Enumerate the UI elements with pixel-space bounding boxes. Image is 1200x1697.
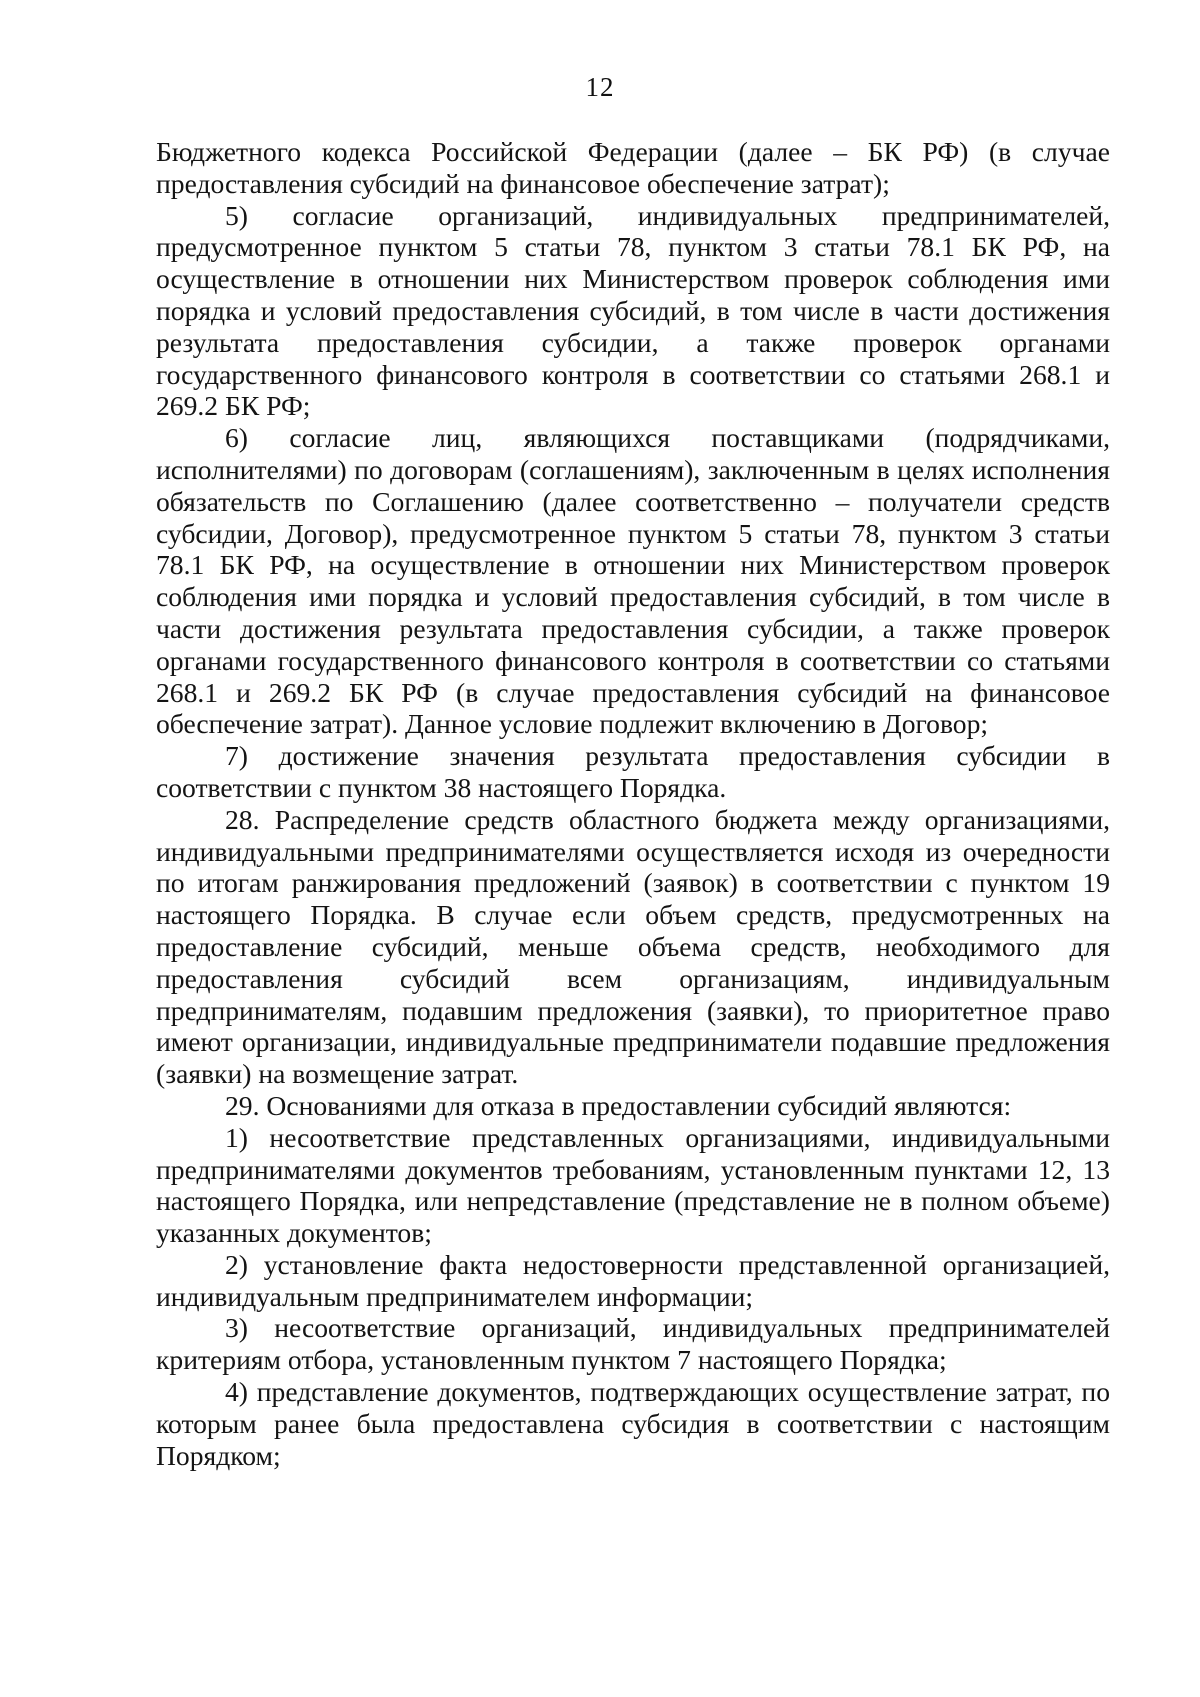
paragraph-item-7: 7) достижение значения результата предоставления субсидии в соответствии с пунктом 38 настоящего Порядка. xyxy=(156,740,1110,803)
paragraph-refusal-4: 4) представление документов, подтверждающих осуществление затрат, по которым ранее была предоставлена субсидия в соответствии с настоящим Порядком; xyxy=(156,1376,1110,1471)
page-number: 12 xyxy=(585,72,615,102)
paragraph-section-29: 29. Основаниями для отказа в предоставлении субсидий являются: xyxy=(225,1089,1012,1121)
paragraph-section-28: 28. Распределение средств областного бюджета между организациями, индивидуальными предпринимателями осуществляется исходя из очередности по итогам ранжирования предложений (заявок) в соответствии с пунктом 19 настоящего Порядка. В случае если объем средств, предусмотренных на предоставление субсидий, меньше объема средств, необходимого для предоставления субсидий всем организациям, индивидуальным предпринимателям, подавшим предложения (заявки), то приоритетное право имеют организации, индивидуальные предприниматели подавшие предложения (заявки) на возмещение затрат. xyxy=(156,803,1110,1090)
paragraph-continuation: Бюджетного кодекса Российской Федерации (далее – БК РФ) (в случае предоставления субсидий на финансовое обеспечение затрат); xyxy=(156,136,1110,199)
paragraph-item-5: 5) согласие организаций, индивидуальных предпринимателей, предусмотренное пунктом 5 статьи 78, пунктом 3 статьи 78.1 БК РФ, на осуществление в отношении них Министерством проверок соблюдения ими порядка и условий предоставления субсидий, в том числе в части достижения результата предоставления субсидии, а также проверок органами государственного финансового контроля в соответствии со статьями 268.1 и 269.2 БК РФ; xyxy=(156,199,1110,422)
paragraph-refusal-1: 1) несоответствие представленных организациями, индивидуальными предпринимателями документов требованиям, установленным пунктами 12, 13 настоящего Порядка, или непредставление (представление не в полном объеме) указанных документов; xyxy=(156,1121,1110,1249)
paragraph-refusal-3: 3) несоответствие организаций, индивидуальных предпринимателей критериям отбора, установленным пунктом 7 настоящего Порядка; xyxy=(156,1312,1110,1376)
document-body xyxy=(156,136,1110,1471)
paragraph-refusal-2: 2) установление факта недостоверности представленной организацией, индивидуальным предпринимателем информации; xyxy=(156,1248,1110,1312)
paragraph-item-6: 6) согласие лиц, являющихся поставщиками (подрядчиками, исполнителями) по договорам (соглашениям), заключенным в целях исполнения обязательств по Соглашению (далее соответственно – получатели средств субсидии, Договор), предусмотренное пунктом 5 статьи 78, пунктом 3 статьи 78.1 БК РФ, на осуществление в отношении них Министерством проверок соблюдения ими порядка и условий предоставления субсидий, в том числе в части достижения результата предоставления субсидии, а также проверок органами государственного финансового контроля в соответствии со статьями 268.1 и 269.2 БК РФ (в случае предоставления субсидий на финансовое обеспечение затрат). Данное условие подлежит включению в Договор; xyxy=(156,422,1110,740)
